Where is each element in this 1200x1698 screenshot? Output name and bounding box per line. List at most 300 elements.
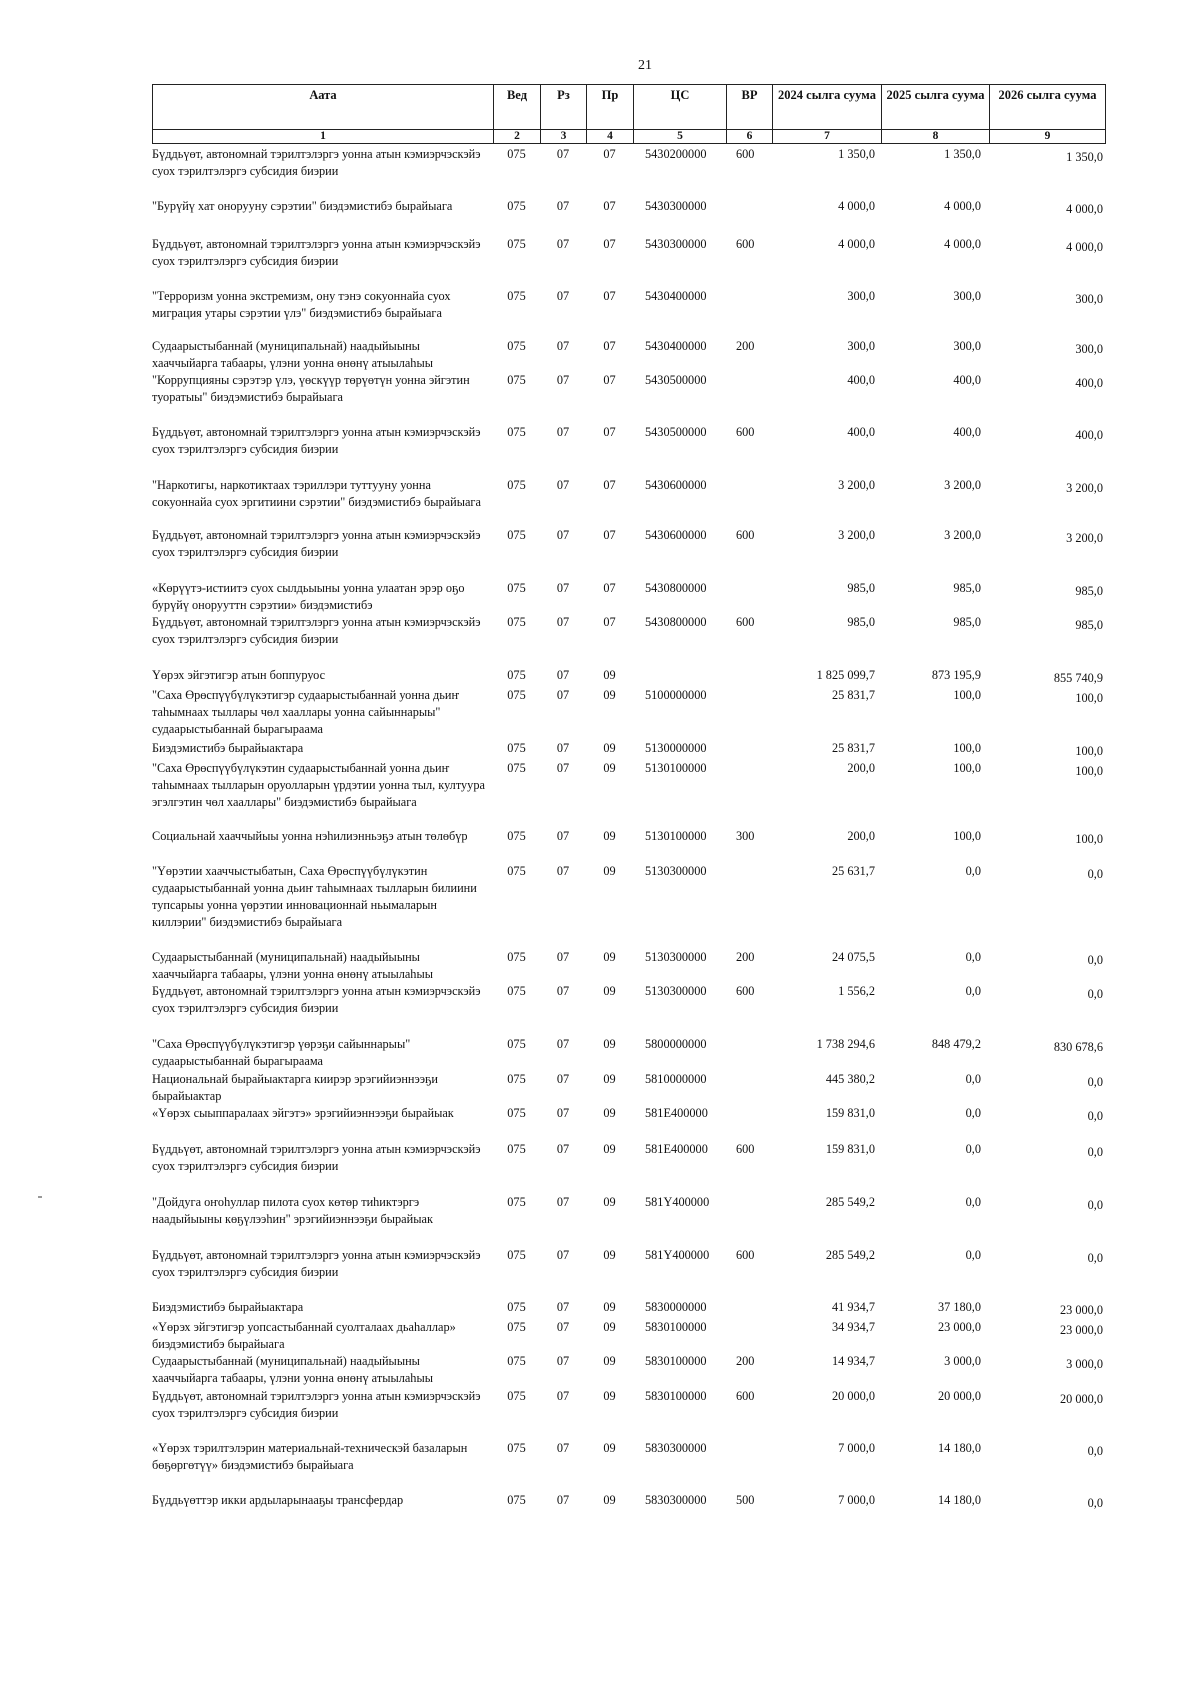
row-ved: 075 xyxy=(507,950,526,964)
row-amount-2024: 300,0 xyxy=(847,289,875,303)
row-pr: 09 xyxy=(603,1248,616,1262)
row-ved: 075 xyxy=(507,615,526,629)
row-rz: 07 xyxy=(556,1389,570,1403)
table-row xyxy=(152,667,1105,687)
row-ved: 075 xyxy=(507,668,526,682)
row-rz: 07 xyxy=(556,1320,570,1334)
row-ved: 075 xyxy=(507,1441,526,1455)
row-pr: 09 xyxy=(603,1106,616,1120)
col-number: 2 xyxy=(494,130,541,144)
row-amount-2026: 3 200,0 xyxy=(1066,481,1103,495)
row-amount-2024: 14 934,7 xyxy=(831,1354,875,1368)
row-cs: 5130000000 xyxy=(645,741,707,755)
row-amount-2024: 445 380,2 xyxy=(825,1072,875,1086)
row-ved: 075 xyxy=(507,829,526,843)
table-row xyxy=(152,1440,1105,1492)
table-row xyxy=(152,424,1105,477)
row-pr: 09 xyxy=(603,1493,616,1507)
row-cs: 5430500000 xyxy=(645,425,707,439)
row-rz: 07 xyxy=(556,984,570,998)
table-row xyxy=(152,1071,1105,1105)
row-cs: 5430200000 xyxy=(645,147,707,161)
row-amount-2024: 300,0 xyxy=(847,339,875,353)
row-name: Биэдэмистибэ бырайыактара xyxy=(152,1300,304,1314)
row-cs: 5430800000 xyxy=(645,581,707,595)
row-rz: 07 xyxy=(556,425,570,439)
row-cs: 5800000000 xyxy=(645,1037,707,1051)
row-ved: 075 xyxy=(507,1354,526,1368)
row-amount-2025: 0,0 xyxy=(965,1072,981,1086)
row-cs xyxy=(633,667,726,687)
row-ved: 075 xyxy=(507,1300,526,1314)
row-name: Бүддьүөт, автономнай тэрилтэлэргэ уонна атын кэмиэрчэскэйэ суох тэрилтэлэргэ субсидия биэрии xyxy=(152,1248,481,1279)
row-amount-2026: 985,0 xyxy=(1075,618,1103,632)
row-name: Национальнай бырайыактарга киирэр эрэгийиэннээҕи бырайыактар xyxy=(152,1072,438,1103)
row-amount-2024: 4 000,0 xyxy=(838,237,875,251)
row-ved: 075 xyxy=(507,864,526,878)
row-amount-2025: 14 180,0 xyxy=(937,1493,981,1507)
col-number: 6 xyxy=(727,130,773,144)
row-rz: 07 xyxy=(556,339,570,353)
row-ved: 075 xyxy=(507,339,526,353)
row-vr xyxy=(726,580,772,614)
row-name: Социальнай хааччыйыы уонна нэһилиэнньэҕэ атын төлөбүр xyxy=(152,829,468,843)
col-header-cs: ЦС xyxy=(634,85,727,130)
row-amount-2024: 1 350,0 xyxy=(838,147,875,161)
row-vr xyxy=(726,1319,772,1353)
table-row xyxy=(152,1353,1105,1388)
row-amount-2024: 285 549,2 xyxy=(825,1248,875,1262)
row-amount-2026: 0,0 xyxy=(1087,1075,1103,1089)
table-row xyxy=(152,760,1105,828)
col-number: 8 xyxy=(882,130,990,144)
row-amount-2026: 100,0 xyxy=(1075,744,1103,758)
row-ved: 075 xyxy=(507,289,526,303)
row-cs: 5430600000 xyxy=(645,478,707,492)
row-pr: 07 xyxy=(603,425,616,439)
row-ved: 075 xyxy=(507,1248,526,1262)
row-rz: 07 xyxy=(556,1354,570,1368)
row-pr: 09 xyxy=(603,950,616,964)
table-row xyxy=(152,236,1105,288)
row-amount-2025: 100,0 xyxy=(953,761,981,775)
row-vr: 600 xyxy=(736,1389,755,1403)
row-rz: 07 xyxy=(556,668,570,682)
row-cs: 5430400000 xyxy=(645,289,707,303)
row-amount-2025: 1 350,0 xyxy=(944,147,981,161)
row-cs: 5130100000 xyxy=(645,761,707,775)
col-header-2025: 2025 сылга суума xyxy=(882,85,990,130)
row-amount-2025: 0,0 xyxy=(965,950,981,964)
row-vr: 600 xyxy=(736,528,755,542)
row-vr xyxy=(726,477,772,527)
row-name: «Көрүүтэ-истиитэ суох сылдьыыны уонна улаатан эрэр оҕо бурүйү онорууттн сэрэтии» биэдэмистибэ xyxy=(152,581,465,612)
row-cs: 5130300000 xyxy=(645,864,707,878)
row-vr xyxy=(726,198,772,236)
row-amount-2026: 985,0 xyxy=(1075,584,1103,598)
row-amount-2024: 985,0 xyxy=(847,615,875,629)
row-amount-2025: 0,0 xyxy=(965,984,981,998)
row-rz: 07 xyxy=(556,373,570,387)
row-amount-2024: 3 200,0 xyxy=(838,528,875,542)
row-amount-2024: 25 631,7 xyxy=(831,864,875,878)
row-vr xyxy=(726,1440,772,1492)
row-amount-2024: 400,0 xyxy=(847,425,875,439)
row-rz: 07 xyxy=(556,1072,570,1086)
row-amount-2026: 0,0 xyxy=(1087,1496,1103,1510)
row-name: Бүддьүөттэр икки ардыларынааҕы трансфердар xyxy=(152,1493,404,1507)
row-vr xyxy=(726,863,772,949)
row-ved: 075 xyxy=(507,1037,526,1051)
row-pr: 07 xyxy=(603,528,616,542)
row-pr: 07 xyxy=(603,373,616,387)
row-name: "Коррупцияны сэрэтэр үлэ, үөскүүр төрүөтүн уонна эйгэтин туоратыы" биэдэмистибэ бырайыага xyxy=(152,373,470,404)
row-amount-2025: 300,0 xyxy=(953,289,981,303)
row-name: Судаарыстыбаннай (муниципальнай) наадыйыыны хааччыйарга табаары, үлэни уонна өнөнү атыылаһыы xyxy=(152,339,433,370)
row-rz: 07 xyxy=(556,615,570,629)
row-amount-2024: 200,0 xyxy=(847,829,875,843)
row-rz: 07 xyxy=(556,581,570,595)
row-name: Бүддьүөт, автономнай тэрилтэлэргэ уонна атын кэмиэрчэскэйэ суох тэрилтэлэргэ субсидия биэрии xyxy=(152,237,481,268)
table-row xyxy=(152,198,1105,236)
row-name: «Үөрэх эйгэтигэр уопсастыбаннай суолталаах дьаһаллар» биэдэмистибэ бырайыага xyxy=(152,1320,456,1351)
row-amount-2026: 300,0 xyxy=(1075,342,1103,356)
col-header-rz: Рз xyxy=(541,85,587,130)
table-row xyxy=(152,477,1105,527)
row-rz: 07 xyxy=(556,1195,570,1209)
row-amount-2025: 400,0 xyxy=(953,425,981,439)
row-cs: 5100000000 xyxy=(645,688,707,702)
row-amount-2024: 985,0 xyxy=(847,581,875,595)
row-rz: 07 xyxy=(556,199,570,213)
row-amount-2025: 4 000,0 xyxy=(944,237,981,251)
row-vr: 200 xyxy=(736,950,755,964)
table-row xyxy=(152,372,1105,424)
row-cs: 5430500000 xyxy=(645,373,707,387)
row-pr: 09 xyxy=(603,864,616,878)
row-amount-2026: 855 740,9 xyxy=(1053,671,1103,685)
row-amount-2026: 100,0 xyxy=(1075,832,1103,846)
row-ved: 075 xyxy=(507,1072,526,1086)
row-amount-2026: 0,0 xyxy=(1087,987,1103,1001)
row-vr: 600 xyxy=(736,615,755,629)
table-row xyxy=(152,740,1105,760)
row-amount-2025: 0,0 xyxy=(965,1142,981,1156)
row-rz: 07 xyxy=(556,289,570,303)
row-rz: 07 xyxy=(556,237,570,251)
row-vr: 600 xyxy=(736,984,755,998)
row-rz: 07 xyxy=(556,1300,570,1314)
row-amount-2024: 159 831,0 xyxy=(825,1142,875,1156)
row-amount-2024: 1 556,2 xyxy=(838,984,875,998)
row-cs: 5430800000 xyxy=(645,615,707,629)
row-vr: 600 xyxy=(736,425,755,439)
row-amount-2024: 1 825 099,7 xyxy=(816,668,875,682)
row-vr xyxy=(726,1194,772,1247)
row-amount-2026: 400,0 xyxy=(1075,428,1103,442)
row-amount-2025: 0,0 xyxy=(965,1106,981,1120)
table-row xyxy=(152,338,1105,372)
row-vr xyxy=(726,1105,772,1141)
row-pr: 07 xyxy=(603,581,616,595)
row-amount-2024: 200,0 xyxy=(847,761,875,775)
row-name: Бүддьүөт, автономнай тэрилтэлэргэ уонна атын кэмиэрчэскэйэ суох тэрилтэлэргэ субсидия биэрии xyxy=(152,615,481,646)
table-row xyxy=(152,146,1105,198)
row-ved: 075 xyxy=(507,478,526,492)
col-header-ved: Вед xyxy=(494,85,541,130)
col-number: 4 xyxy=(587,130,634,144)
row-ved: 075 xyxy=(507,1493,526,1507)
table-row xyxy=(152,863,1105,949)
row-amount-2025: 14 180,0 xyxy=(937,1441,981,1455)
row-rz: 07 xyxy=(556,1248,570,1262)
row-rz: 07 xyxy=(556,1142,570,1156)
row-pr: 09 xyxy=(603,984,616,998)
budget-table xyxy=(152,146,1105,1516)
row-pr: 07 xyxy=(603,199,616,213)
row-amount-2024: 4 000,0 xyxy=(838,199,875,213)
table-row xyxy=(152,828,1105,863)
row-vr xyxy=(726,1071,772,1105)
table-row xyxy=(152,580,1105,614)
row-amount-2026: 23 000,0 xyxy=(1059,1303,1103,1317)
row-pr: 09 xyxy=(603,1195,616,1209)
row-pr: 07 xyxy=(603,339,616,353)
row-cs: 5830300000 xyxy=(645,1493,707,1507)
row-pr: 09 xyxy=(603,1354,616,1368)
row-amount-2026: 100,0 xyxy=(1075,691,1103,705)
row-ved: 075 xyxy=(507,199,526,213)
row-rz: 07 xyxy=(556,1441,570,1455)
row-cs: 5830000000 xyxy=(645,1300,707,1314)
row-amount-2026: 20 000,0 xyxy=(1059,1392,1103,1406)
table-row xyxy=(152,1299,1105,1319)
row-name: Бүддьүөт, автономнай тэрилтэлэргэ уонна атын кэмиэрчэскэйэ суох тэрилтэлэргэ субсидия биэрии xyxy=(152,528,481,559)
row-amount-2025: 0,0 xyxy=(965,1195,981,1209)
row-amount-2026: 4 000,0 xyxy=(1066,202,1103,216)
row-vr: 600 xyxy=(736,1248,755,1262)
row-amount-2025: 4 000,0 xyxy=(944,199,981,213)
table-row xyxy=(152,983,1105,1036)
row-ved: 075 xyxy=(507,1389,526,1403)
row-amount-2025: 985,0 xyxy=(953,615,981,629)
row-pr: 07 xyxy=(603,237,616,251)
row-amount-2025: 37 180,0 xyxy=(937,1300,981,1314)
table-row xyxy=(152,1194,1105,1247)
row-pr: 09 xyxy=(603,1320,616,1334)
row-amount-2025: 848 479,2 xyxy=(931,1037,981,1051)
col-header-pr: Пр xyxy=(587,85,634,130)
row-ved: 075 xyxy=(507,1142,526,1156)
row-ved: 075 xyxy=(507,425,526,439)
row-name: Судаарыстыбаннай (муниципальнай) наадыйыыны хааччыйарга табаары, үлэни уонна өнөнү атыылаһыы xyxy=(152,950,433,981)
row-cs: 581Y400000 xyxy=(645,1195,710,1209)
row-amount-2024: 41 934,7 xyxy=(831,1300,875,1314)
row-pr: 07 xyxy=(603,289,616,303)
row-name: "Үөрэтии хааччыстыбатын, Саха Өрөспүүбүлүкэтин судаарыстыбаннай уонна дьиҥ таһымнаах тылларын билиини тупсарыы уонна үөрэтии инновационнай ньымаларын киллэрии" биэдэмистибэ бырайыага xyxy=(152,864,477,929)
row-ved: 075 xyxy=(507,1106,526,1120)
row-vr: 600 xyxy=(736,237,755,251)
row-pr: 09 xyxy=(603,741,616,755)
table-row xyxy=(152,1319,1105,1353)
row-cs: 5830300000 xyxy=(645,1441,707,1455)
col-number: 3 xyxy=(541,130,587,144)
col-header-name: Аата xyxy=(153,85,494,130)
row-amount-2026: 1 350,0 xyxy=(1066,150,1103,164)
row-vr xyxy=(726,667,772,687)
col-header-2024: 2024 сылга суума xyxy=(773,85,882,130)
row-rz: 07 xyxy=(556,829,570,843)
row-pr: 09 xyxy=(603,1142,616,1156)
row-pr: 09 xyxy=(603,1441,616,1455)
table-row xyxy=(152,1247,1105,1299)
row-ved: 075 xyxy=(507,741,526,755)
row-vr: 600 xyxy=(736,1142,755,1156)
row-amount-2026: 0,0 xyxy=(1087,1109,1103,1123)
row-pr: 07 xyxy=(603,147,616,161)
row-name: "Бурүйү хат онорууну сэрэтии" биэдэмистибэ бырайыага xyxy=(152,199,453,213)
row-amount-2026: 0,0 xyxy=(1087,953,1103,967)
row-amount-2024: 285 549,2 xyxy=(825,1195,875,1209)
row-amount-2024: 1 738 294,6 xyxy=(816,1037,875,1051)
table-row xyxy=(152,1492,1105,1516)
row-name: Бүддьүөт, автономнай тэрилтэлэргэ уонна атын кэмиэрчэскэйэ суох тэрилтэлэргэ субсидия биэрии xyxy=(152,984,481,1015)
row-ved: 075 xyxy=(507,688,526,702)
row-vr: 300 xyxy=(736,829,755,843)
table-row xyxy=(152,1141,1105,1194)
row-amount-2025: 100,0 xyxy=(953,688,981,702)
row-amount-2026: 23 000,0 xyxy=(1059,1323,1103,1337)
table-row xyxy=(152,949,1105,983)
row-amount-2024: 7 000,0 xyxy=(838,1441,875,1455)
row-vr xyxy=(726,1036,772,1071)
page-number: 21 xyxy=(638,58,652,73)
row-rz: 07 xyxy=(556,864,570,878)
row-vr xyxy=(726,760,772,828)
row-cs: 5130300000 xyxy=(645,950,707,964)
row-amount-2026: 0,0 xyxy=(1087,1198,1103,1212)
row-cs: 5430300000 xyxy=(645,199,707,213)
row-name: Бүддьүөт, автономнай тэрилтэлэргэ уонна атын кэмиэрчэскэйэ суох тэрилтэлэргэ субсидия биэрии xyxy=(152,1142,481,1173)
row-amount-2025: 0,0 xyxy=(965,1248,981,1262)
row-amount-2025: 20 000,0 xyxy=(937,1389,981,1403)
row-amount-2026: 0,0 xyxy=(1087,1444,1103,1458)
row-name: "Наркотигы, наркотиктаах тэриллэри туттууну уонна сокуоннайа суох эргитиини сэрэтии" биэдэмистибэ бырайыага xyxy=(152,478,481,509)
row-rz: 07 xyxy=(556,741,570,755)
row-amount-2024: 3 200,0 xyxy=(838,478,875,492)
table-row xyxy=(152,1036,1105,1071)
row-name: Биэдэмистибэ бырайыактара xyxy=(152,741,304,755)
row-rz: 07 xyxy=(556,478,570,492)
row-cs: 5430400000 xyxy=(645,339,707,353)
col-number: 9 xyxy=(990,130,1106,144)
row-amount-2025: 0,0 xyxy=(965,864,981,878)
row-rz: 07 xyxy=(556,147,570,161)
row-amount-2024: 400,0 xyxy=(847,373,875,387)
row-rz: 07 xyxy=(556,1493,570,1507)
row-ved: 075 xyxy=(507,581,526,595)
row-cs: 5130100000 xyxy=(645,829,707,843)
col-header-2026: 2026 сылга суума xyxy=(990,85,1106,130)
row-amount-2025: 400,0 xyxy=(953,373,981,387)
row-rz: 07 xyxy=(556,761,570,775)
row-vr xyxy=(726,288,772,338)
row-cs: 581Y400000 xyxy=(645,1248,710,1262)
row-cs: 5130300000 xyxy=(645,984,707,998)
row-ved: 075 xyxy=(507,528,526,542)
row-name: "Саха Өрөспүүбүлүкэтигэр судаарыстыбаннай уонна дьиҥ таһымнаах тыллары чөл хааллары уонна сайыннарыы" судаарыстыбаннай бырагыраама xyxy=(152,688,460,736)
row-name: Бүддьүөт, автономнай тэрилтэлэргэ уонна атын кэмиэрчэскэйэ суох тэрилтэлэргэ субсидия биэрии xyxy=(152,147,481,178)
row-pr: 09 xyxy=(603,1037,616,1051)
row-cs: 5810000000 xyxy=(645,1072,707,1086)
row-amount-2026: 3 000,0 xyxy=(1066,1357,1103,1371)
col-number: 7 xyxy=(773,130,882,144)
row-amount-2025: 3 200,0 xyxy=(944,478,981,492)
row-name: "Терроризм уонна экстремизм, ону тэнэ сокуоннайа суох миграция утары сэрэтии үлэ" биэдэмистибэ бырайыага xyxy=(152,289,451,320)
row-ved: 075 xyxy=(507,373,526,387)
col-number: 5 xyxy=(634,130,727,144)
row-pr: 09 xyxy=(603,1389,616,1403)
row-name: Бүддьүөт, автономнай тэрилтэлэргэ уонна атын кэмиэрчэскэйэ суох тэрилтэлэргэ субсидия биэрии xyxy=(152,1389,481,1420)
row-vr: 600 xyxy=(736,147,755,161)
row-amount-2024: 25 831,7 xyxy=(831,741,875,755)
row-rz: 07 xyxy=(556,1106,570,1120)
row-vr: 500 xyxy=(736,1493,755,1507)
row-pr: 09 xyxy=(603,668,616,682)
row-amount-2025: 300,0 xyxy=(953,339,981,353)
col-header-vr: ВР xyxy=(727,85,773,130)
row-amount-2025: 985,0 xyxy=(953,581,981,595)
row-vr xyxy=(726,372,772,424)
row-ved: 075 xyxy=(507,237,526,251)
row-amount-2026: 100,0 xyxy=(1075,764,1103,778)
row-amount-2025: 873 195,9 xyxy=(931,668,981,682)
row-name: Судаарыстыбаннай (муниципальнай) наадыйыыны хааччыйарга табаары, үлэни уонна өнөнү атыылаһыы xyxy=(152,1354,433,1385)
row-pr: 07 xyxy=(603,478,616,492)
row-amount-2024: 25 831,7 xyxy=(831,688,875,702)
row-cs: 5430300000 xyxy=(645,237,707,251)
row-amount-2026: 4 000,0 xyxy=(1066,240,1103,254)
table-row xyxy=(152,1388,1105,1440)
row-vr: 200 xyxy=(736,1354,755,1368)
row-amount-2026: 3 200,0 xyxy=(1066,531,1103,545)
row-pr: 09 xyxy=(603,1072,616,1086)
row-name: Бүддьүөт, автономнай тэрилтэлэргэ уонна атын кэмиэрчэскэйэ суох тэрилтэлэргэ субсидия биэрии xyxy=(152,425,481,456)
table-row xyxy=(152,614,1105,667)
row-amount-2024: 24 075,5 xyxy=(831,950,875,964)
table-row xyxy=(152,687,1105,740)
row-cs: 5830100000 xyxy=(645,1354,707,1368)
row-rz: 07 xyxy=(556,950,570,964)
row-name: "Саха Өрөспүүбүлүкэтин судаарыстыбаннай уонна дьиҥ таһымнаах тылларын оруолларын үрдэтии уонна тыл, култуура эгэлгэтин чөл хааллары" биэдэмистибэ бырайыага xyxy=(152,761,485,809)
row-name: "Дойдуга оҥоһуллар пилота суох көтөр тиһиктэргэ наадыйыыны көҕүлээһин" эрэгийиэннээҕи бырайыак xyxy=(152,1195,433,1226)
row-amount-2026: 400,0 xyxy=(1075,376,1103,390)
row-amount-2025: 3 200,0 xyxy=(944,528,981,542)
row-rz: 07 xyxy=(556,528,570,542)
row-vr xyxy=(726,1299,772,1319)
table-row xyxy=(152,288,1105,338)
row-rz: 07 xyxy=(556,1037,570,1051)
row-amount-2025: 100,0 xyxy=(953,829,981,843)
table-header xyxy=(152,84,1106,144)
row-ved: 075 xyxy=(507,147,526,161)
row-pr: 07 xyxy=(603,615,616,629)
row-cs: 581E400000 xyxy=(645,1106,708,1120)
row-cs: 5830100000 xyxy=(645,1389,707,1403)
row-pr: 09 xyxy=(603,688,616,702)
row-amount-2025: 3 000,0 xyxy=(944,1354,981,1368)
row-name: Үөрэх эйгэтигэр атын боппуруос xyxy=(152,668,326,682)
